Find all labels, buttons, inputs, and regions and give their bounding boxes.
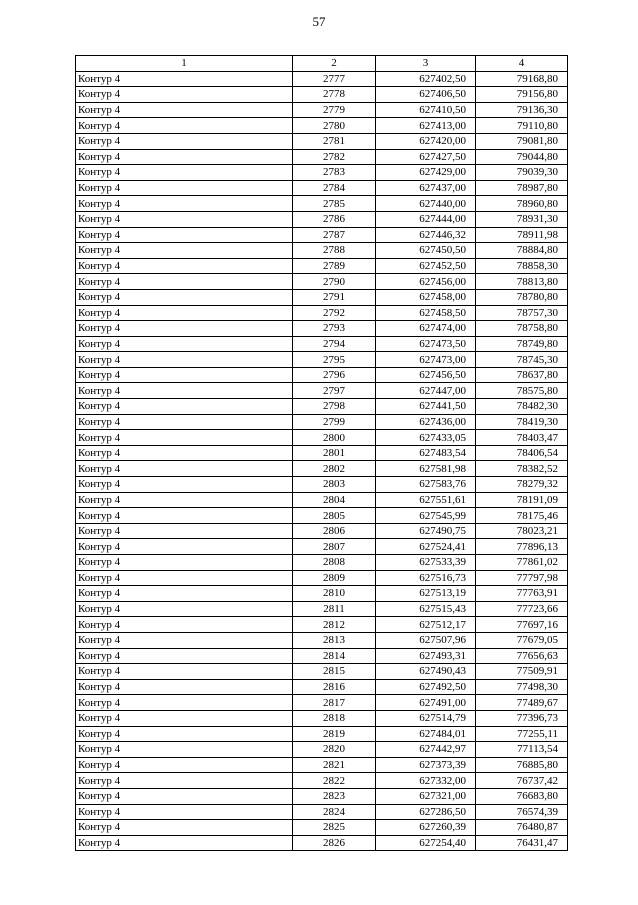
contour-name-cell: Контур 4 xyxy=(76,710,293,726)
point-number-cell: 2813 xyxy=(293,632,376,648)
table-row xyxy=(76,570,568,586)
table-row xyxy=(76,601,568,617)
contour-name-cell: Контур 4 xyxy=(76,835,293,851)
table-row xyxy=(76,383,568,399)
point-number-cell: 2816 xyxy=(293,679,376,695)
table-row xyxy=(76,679,568,695)
y-coordinate-cell: 77697,16 xyxy=(476,617,568,633)
x-coordinate-cell: 627440,00 xyxy=(376,196,476,212)
contour-name-cell: Контур 4 xyxy=(76,367,293,383)
table-row xyxy=(76,586,568,602)
table-row xyxy=(76,336,568,352)
contour-name-cell: Контур 4 xyxy=(76,71,293,87)
table-row xyxy=(76,648,568,664)
y-coordinate-cell: 77656,63 xyxy=(476,648,568,664)
table-row xyxy=(76,788,568,804)
x-coordinate-cell: 627321,00 xyxy=(376,788,476,804)
point-number-cell: 2782 xyxy=(293,149,376,165)
x-coordinate-cell: 627429,00 xyxy=(376,165,476,181)
x-coordinate-cell: 627458,00 xyxy=(376,289,476,305)
point-number-cell: 2785 xyxy=(293,196,376,212)
contour-name-cell: Контур 4 xyxy=(76,742,293,758)
y-coordinate-cell: 77498,30 xyxy=(476,679,568,695)
x-coordinate-cell: 627441,50 xyxy=(376,399,476,415)
point-number-cell: 2801 xyxy=(293,445,376,461)
y-coordinate-cell: 78757,30 xyxy=(476,305,568,321)
y-coordinate-cell: 77861,02 xyxy=(476,555,568,571)
point-number-cell: 2819 xyxy=(293,726,376,742)
table-row xyxy=(76,617,568,633)
point-number-cell: 2788 xyxy=(293,243,376,259)
contour-name-cell: Контур 4 xyxy=(76,617,293,633)
y-coordinate-cell: 76431,47 xyxy=(476,835,568,851)
point-number-cell: 2808 xyxy=(293,555,376,571)
x-coordinate-cell: 627427,50 xyxy=(376,149,476,165)
contour-name-cell: Контур 4 xyxy=(76,118,293,134)
y-coordinate-cell: 77489,67 xyxy=(476,695,568,711)
contour-name-cell: Контур 4 xyxy=(76,695,293,711)
contour-name-cell: Контур 4 xyxy=(76,804,293,820)
point-number-cell: 2817 xyxy=(293,695,376,711)
table-row xyxy=(76,352,568,368)
y-coordinate-cell: 79081,80 xyxy=(476,133,568,149)
point-number-cell: 2826 xyxy=(293,835,376,851)
y-coordinate-cell: 77509,91 xyxy=(476,664,568,680)
table-row xyxy=(76,539,568,555)
y-coordinate-cell: 77255,11 xyxy=(476,726,568,742)
table-row xyxy=(76,757,568,773)
point-number-cell: 2796 xyxy=(293,367,376,383)
x-coordinate-cell: 627420,00 xyxy=(376,133,476,149)
y-coordinate-cell: 78575,80 xyxy=(476,383,568,399)
contour-name-cell: Контур 4 xyxy=(76,321,293,337)
y-coordinate-cell: 76885,80 xyxy=(476,757,568,773)
x-coordinate-cell: 627373,39 xyxy=(376,757,476,773)
point-number-cell: 2793 xyxy=(293,321,376,337)
table-row xyxy=(76,180,568,196)
y-coordinate-cell: 76737,42 xyxy=(476,773,568,789)
point-number-cell: 2820 xyxy=(293,742,376,758)
x-coordinate-cell: 627474,00 xyxy=(376,321,476,337)
x-coordinate-cell: 627490,43 xyxy=(376,664,476,680)
y-coordinate-cell: 79168,80 xyxy=(476,71,568,87)
y-coordinate-cell: 78637,80 xyxy=(476,367,568,383)
table-row xyxy=(76,632,568,648)
y-coordinate-cell: 77896,13 xyxy=(476,539,568,555)
contour-name-cell: Контур 4 xyxy=(76,539,293,555)
table-row xyxy=(76,726,568,742)
y-coordinate-cell: 78406,54 xyxy=(476,445,568,461)
contour-name-cell: Контур 4 xyxy=(76,149,293,165)
table-row xyxy=(76,445,568,461)
contour-name-cell: Контур 4 xyxy=(76,664,293,680)
contour-name-cell: Контур 4 xyxy=(76,586,293,602)
x-coordinate-cell: 627473,00 xyxy=(376,352,476,368)
point-number-cell: 2818 xyxy=(293,710,376,726)
x-coordinate-cell: 627442,97 xyxy=(376,742,476,758)
point-number-cell: 2778 xyxy=(293,87,376,103)
contour-name-cell: Контур 4 xyxy=(76,243,293,259)
x-coordinate-cell: 627491,00 xyxy=(376,695,476,711)
y-coordinate-cell: 77763,91 xyxy=(476,586,568,602)
table-row xyxy=(76,773,568,789)
contour-name-cell: Контур 4 xyxy=(76,757,293,773)
contour-name-cell: Контур 4 xyxy=(76,133,293,149)
table-row xyxy=(76,165,568,181)
table-row xyxy=(76,87,568,103)
point-number-cell: 2798 xyxy=(293,399,376,415)
contour-name-cell: Контур 4 xyxy=(76,773,293,789)
contour-name-cell: Контур 4 xyxy=(76,648,293,664)
x-coordinate-cell: 627286,50 xyxy=(376,804,476,820)
y-coordinate-cell: 78931,30 xyxy=(476,211,568,227)
y-coordinate-cell: 78780,80 xyxy=(476,289,568,305)
y-coordinate-cell: 79136,30 xyxy=(476,102,568,118)
table-row xyxy=(76,102,568,118)
table-row xyxy=(76,414,568,430)
x-coordinate-cell: 627484,01 xyxy=(376,726,476,742)
x-coordinate-cell: 627413,00 xyxy=(376,118,476,134)
x-coordinate-cell: 627483,54 xyxy=(376,445,476,461)
table-row xyxy=(76,227,568,243)
contour-name-cell: Контур 4 xyxy=(76,555,293,571)
table-row xyxy=(76,555,568,571)
table-row xyxy=(76,710,568,726)
y-coordinate-cell: 76574,39 xyxy=(476,804,568,820)
contour-name-cell: Контур 4 xyxy=(76,305,293,321)
table-row xyxy=(76,321,568,337)
y-coordinate-cell: 78987,80 xyxy=(476,180,568,196)
table-row xyxy=(76,523,568,539)
x-coordinate-cell: 627515,43 xyxy=(376,601,476,617)
x-coordinate-cell: 627493,31 xyxy=(376,648,476,664)
point-number-cell: 2805 xyxy=(293,508,376,524)
contour-name-cell: Контур 4 xyxy=(76,445,293,461)
contour-name-cell: Контур 4 xyxy=(76,258,293,274)
y-coordinate-cell: 76683,80 xyxy=(476,788,568,804)
point-number-cell: 2786 xyxy=(293,211,376,227)
point-number-cell: 2792 xyxy=(293,305,376,321)
y-coordinate-cell: 76480,87 xyxy=(476,820,568,836)
x-coordinate-cell: 627402,50 xyxy=(376,71,476,87)
point-number-cell: 2810 xyxy=(293,586,376,602)
x-coordinate-cell: 627507,96 xyxy=(376,632,476,648)
point-number-cell: 2780 xyxy=(293,118,376,134)
y-coordinate-cell: 77723,66 xyxy=(476,601,568,617)
table-row xyxy=(76,243,568,259)
point-number-cell: 2781 xyxy=(293,133,376,149)
contour-name-cell: Контур 4 xyxy=(76,788,293,804)
x-coordinate-cell: 627551,61 xyxy=(376,492,476,508)
y-coordinate-cell: 78382,52 xyxy=(476,461,568,477)
table-row xyxy=(76,461,568,477)
x-coordinate-cell: 627492,50 xyxy=(376,679,476,695)
x-coordinate-cell: 627524,41 xyxy=(376,539,476,555)
point-number-cell: 2799 xyxy=(293,414,376,430)
y-coordinate-cell: 78749,80 xyxy=(476,336,568,352)
point-number-cell: 2802 xyxy=(293,461,376,477)
x-coordinate-cell: 627332,00 xyxy=(376,773,476,789)
x-coordinate-cell: 627512,17 xyxy=(376,617,476,633)
point-number-cell: 2784 xyxy=(293,180,376,196)
x-coordinate-cell: 627260,39 xyxy=(376,820,476,836)
x-coordinate-cell: 627533,39 xyxy=(376,555,476,571)
contour-name-cell: Контур 4 xyxy=(76,352,293,368)
contour-name-cell: Контур 4 xyxy=(76,87,293,103)
contour-name-cell: Контур 4 xyxy=(76,726,293,742)
y-coordinate-cell: 78884,80 xyxy=(476,243,568,259)
point-number-cell: 2821 xyxy=(293,757,376,773)
y-coordinate-cell: 79156,80 xyxy=(476,87,568,103)
x-coordinate-cell: 627458,50 xyxy=(376,305,476,321)
x-coordinate-cell: 627581,98 xyxy=(376,461,476,477)
x-coordinate-cell: 627456,00 xyxy=(376,274,476,290)
contour-name-cell: Контур 4 xyxy=(76,430,293,446)
x-coordinate-cell: 627437,00 xyxy=(376,180,476,196)
y-coordinate-cell: 78175,46 xyxy=(476,508,568,524)
y-coordinate-cell: 78191,09 xyxy=(476,492,568,508)
x-coordinate-cell: 627513,19 xyxy=(376,586,476,602)
y-coordinate-cell: 77113,54 xyxy=(476,742,568,758)
contour-name-cell: Контур 4 xyxy=(76,477,293,493)
table-row xyxy=(76,664,568,680)
y-coordinate-cell: 78960,80 xyxy=(476,196,568,212)
point-number-cell: 2812 xyxy=(293,617,376,633)
point-number-cell: 2807 xyxy=(293,539,376,555)
y-coordinate-cell: 77396,73 xyxy=(476,710,568,726)
table-row xyxy=(76,149,568,165)
point-number-cell: 2814 xyxy=(293,648,376,664)
y-coordinate-cell: 78482,30 xyxy=(476,399,568,415)
page-number: 57 xyxy=(312,14,326,29)
contour-name-cell: Контур 4 xyxy=(76,102,293,118)
table-row xyxy=(76,835,568,851)
point-number-cell: 2806 xyxy=(293,523,376,539)
table-row xyxy=(76,695,568,711)
point-number-cell: 2779 xyxy=(293,102,376,118)
coordinates-table xyxy=(75,55,568,851)
contour-name-cell: Контур 4 xyxy=(76,570,293,586)
contour-name-cell: Контур 4 xyxy=(76,165,293,181)
y-coordinate-cell: 79044,80 xyxy=(476,149,568,165)
table-row xyxy=(76,804,568,820)
contour-name-cell: Контур 4 xyxy=(76,180,293,196)
contour-name-cell: Контур 4 xyxy=(76,336,293,352)
column-header-4: 4 xyxy=(476,56,568,72)
point-number-cell: 2809 xyxy=(293,570,376,586)
table-row xyxy=(76,399,568,415)
x-coordinate-cell: 627583,76 xyxy=(376,477,476,493)
x-coordinate-cell: 627447,00 xyxy=(376,383,476,399)
table-body xyxy=(76,71,568,851)
contour-name-cell: Контур 4 xyxy=(76,523,293,539)
table-row xyxy=(76,305,568,321)
x-coordinate-cell: 627450,50 xyxy=(376,243,476,259)
table-row xyxy=(76,477,568,493)
point-number-cell: 2811 xyxy=(293,601,376,617)
contour-name-cell: Контур 4 xyxy=(76,679,293,695)
table-row xyxy=(76,430,568,446)
x-coordinate-cell: 627444,00 xyxy=(376,211,476,227)
x-coordinate-cell: 627433,05 xyxy=(376,430,476,446)
x-coordinate-cell: 627410,50 xyxy=(376,102,476,118)
y-coordinate-cell: 78745,30 xyxy=(476,352,568,368)
x-coordinate-cell: 627406,50 xyxy=(376,87,476,103)
contour-name-cell: Контур 4 xyxy=(76,289,293,305)
contour-name-cell: Контур 4 xyxy=(76,383,293,399)
x-coordinate-cell: 627446,32 xyxy=(376,227,476,243)
contour-name-cell: Контур 4 xyxy=(76,274,293,290)
contour-name-cell: Контур 4 xyxy=(76,211,293,227)
table-row xyxy=(76,258,568,274)
y-coordinate-cell: 78758,80 xyxy=(476,321,568,337)
x-coordinate-cell: 627490,75 xyxy=(376,523,476,539)
contour-name-cell: Контур 4 xyxy=(76,399,293,415)
y-coordinate-cell: 79110,80 xyxy=(476,118,568,134)
contour-name-cell: Контур 4 xyxy=(76,414,293,430)
point-number-cell: 2777 xyxy=(293,71,376,87)
table-row xyxy=(76,118,568,134)
point-number-cell: 2783 xyxy=(293,165,376,181)
x-coordinate-cell: 627514,79 xyxy=(376,710,476,726)
point-number-cell: 2822 xyxy=(293,773,376,789)
point-number-cell: 2791 xyxy=(293,289,376,305)
table-row xyxy=(76,367,568,383)
table-header-row xyxy=(76,56,568,72)
y-coordinate-cell: 77679,05 xyxy=(476,632,568,648)
y-coordinate-cell: 78279,32 xyxy=(476,477,568,493)
contour-name-cell: Контур 4 xyxy=(76,196,293,212)
y-coordinate-cell: 78858,30 xyxy=(476,258,568,274)
table-row xyxy=(76,274,568,290)
point-number-cell: 2800 xyxy=(293,430,376,446)
point-number-cell: 2789 xyxy=(293,258,376,274)
point-number-cell: 2795 xyxy=(293,352,376,368)
point-number-cell: 2803 xyxy=(293,477,376,493)
x-coordinate-cell: 627254,40 xyxy=(376,835,476,851)
y-coordinate-cell: 78403,47 xyxy=(476,430,568,446)
point-number-cell: 2794 xyxy=(293,336,376,352)
x-coordinate-cell: 627516,73 xyxy=(376,570,476,586)
x-coordinate-cell: 627452,50 xyxy=(376,258,476,274)
table-row xyxy=(76,71,568,87)
point-number-cell: 2804 xyxy=(293,492,376,508)
column-header-1: 1 xyxy=(76,56,293,72)
column-header-3: 3 xyxy=(376,56,476,72)
table-row xyxy=(76,133,568,149)
contour-name-cell: Контур 4 xyxy=(76,461,293,477)
point-number-cell: 2825 xyxy=(293,820,376,836)
point-number-cell: 2790 xyxy=(293,274,376,290)
table-row xyxy=(76,742,568,758)
y-coordinate-cell: 78419,30 xyxy=(476,414,568,430)
y-coordinate-cell: 78023,21 xyxy=(476,523,568,539)
point-number-cell: 2824 xyxy=(293,804,376,820)
point-number-cell: 2823 xyxy=(293,788,376,804)
contour-name-cell: Контур 4 xyxy=(76,227,293,243)
column-header-2: 2 xyxy=(293,56,376,72)
table-row xyxy=(76,508,568,524)
contour-name-cell: Контур 4 xyxy=(76,508,293,524)
x-coordinate-cell: 627456,50 xyxy=(376,367,476,383)
table-row xyxy=(76,820,568,836)
x-coordinate-cell: 627545,99 xyxy=(376,508,476,524)
table-row xyxy=(76,492,568,508)
x-coordinate-cell: 627473,50 xyxy=(376,336,476,352)
contour-name-cell: Контур 4 xyxy=(76,820,293,836)
point-number-cell: 2797 xyxy=(293,383,376,399)
contour-name-cell: Контур 4 xyxy=(76,492,293,508)
table-row xyxy=(76,289,568,305)
y-coordinate-cell: 77797,98 xyxy=(476,570,568,586)
contour-name-cell: Контур 4 xyxy=(76,601,293,617)
y-coordinate-cell: 78911,98 xyxy=(476,227,568,243)
contour-name-cell: Контур 4 xyxy=(76,632,293,648)
point-number-cell: 2815 xyxy=(293,664,376,680)
table-row xyxy=(76,211,568,227)
point-number-cell: 2787 xyxy=(293,227,376,243)
y-coordinate-cell: 79039,30 xyxy=(476,165,568,181)
y-coordinate-cell: 78813,80 xyxy=(476,274,568,290)
table-row xyxy=(76,196,568,212)
x-coordinate-cell: 627436,00 xyxy=(376,414,476,430)
